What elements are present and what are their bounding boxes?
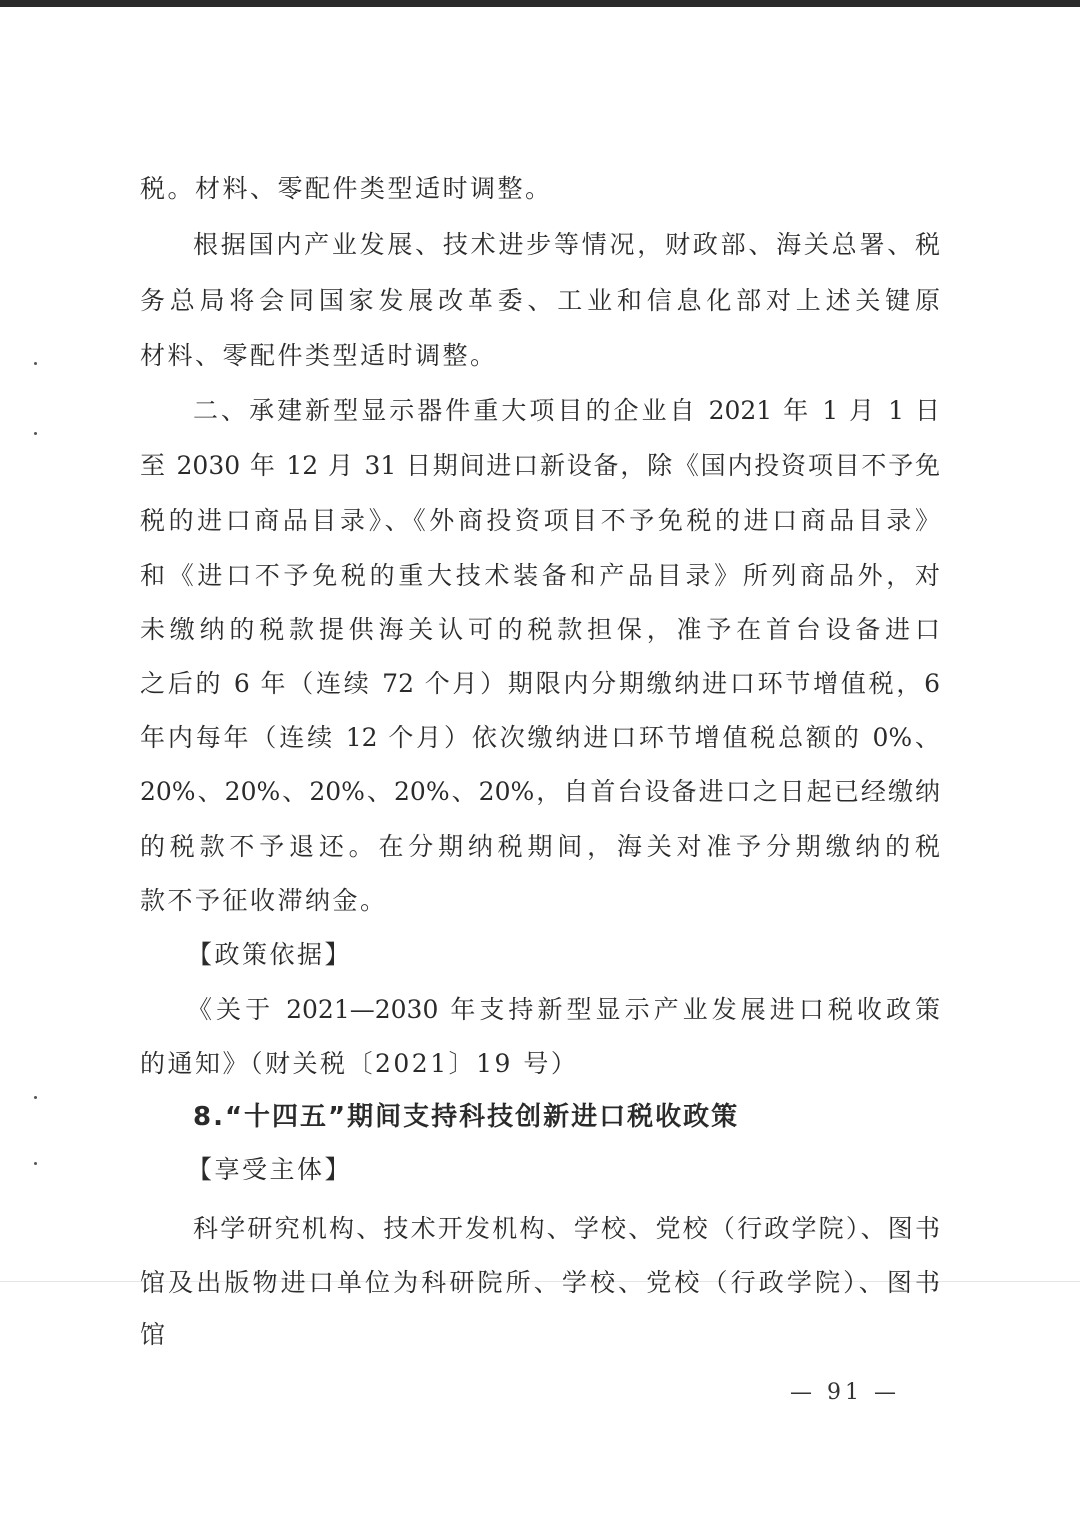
- page-number: — 91 —: [790, 1380, 900, 1405]
- paragraph-line: 和《进口不予免税的重大技术装备和产品目录》所列商品外，对: [140, 561, 940, 590]
- section-heading: 8.“十四五”期间支持科技创新进口税收政策: [193, 1102, 740, 1132]
- paragraph-line: 根据国内产业发展、技术进步等情况，财政部、海关总署、税: [193, 230, 940, 259]
- paragraph-line: 之后的 6 年（连续 72 个月）期限内分期缴纳进口环节增值税，6: [140, 669, 940, 698]
- paragraph-line: 的税款不予退还。在分期纳税期间，海关对准予分期缴纳的税: [140, 832, 940, 861]
- paragraph-line: 《关于 2021—2030 年支持新型显示产业发展进口税收政策: [187, 995, 940, 1024]
- paragraph-line: 至 2030 年 12 月 31 日期间进口新设备，除《国内投资项目不予免: [140, 451, 940, 480]
- paragraph-line: 税。材料、零配件类型适时调整。: [140, 174, 553, 203]
- paragraph-line: 的通知》（财关税〔2021〕19 号）: [140, 1049, 579, 1078]
- section-label-policy-basis: 【政策依据】: [187, 940, 353, 969]
- paragraph-line: 20%、20%、20%、20%、20%，自首台设备进口之日起已经缴纳: [140, 777, 940, 806]
- paragraph-line: 税的进口商品目录》、《外商投资项目不予免税的进口商品目录》: [140, 506, 940, 535]
- paragraph-line: 二、承建新型显示器件重大项目的企业自 2021 年 1 月 1 日: [193, 396, 940, 425]
- paragraph-line: 款不予征收滞纳金。: [140, 886, 388, 915]
- paragraph-line: 务总局将会同国家发展改革委、工业和信息化部对上述关键原: [140, 286, 940, 315]
- paragraph-line: 材料、零配件类型适时调整。: [140, 341, 498, 370]
- paragraph-line: 未缴纳的税款提供海关认可的税款担保，准予在首台设备进口: [140, 615, 940, 644]
- section-label-beneficiary: 【享受主体】: [187, 1155, 353, 1184]
- paragraph-line: 年内每年（连续 12 个月）依次缴纳进口环节增值税总额的 0%、: [140, 723, 940, 752]
- paragraph-line: 馆及出版物进口单位为科研院所、学校、党校（行政学院）、图书: [140, 1268, 940, 1297]
- paragraph-line: 科学研究机构、技术开发机构、学校、党校（行政学院）、图书: [193, 1214, 940, 1243]
- paragraph-line: 馆: [140, 1320, 168, 1349]
